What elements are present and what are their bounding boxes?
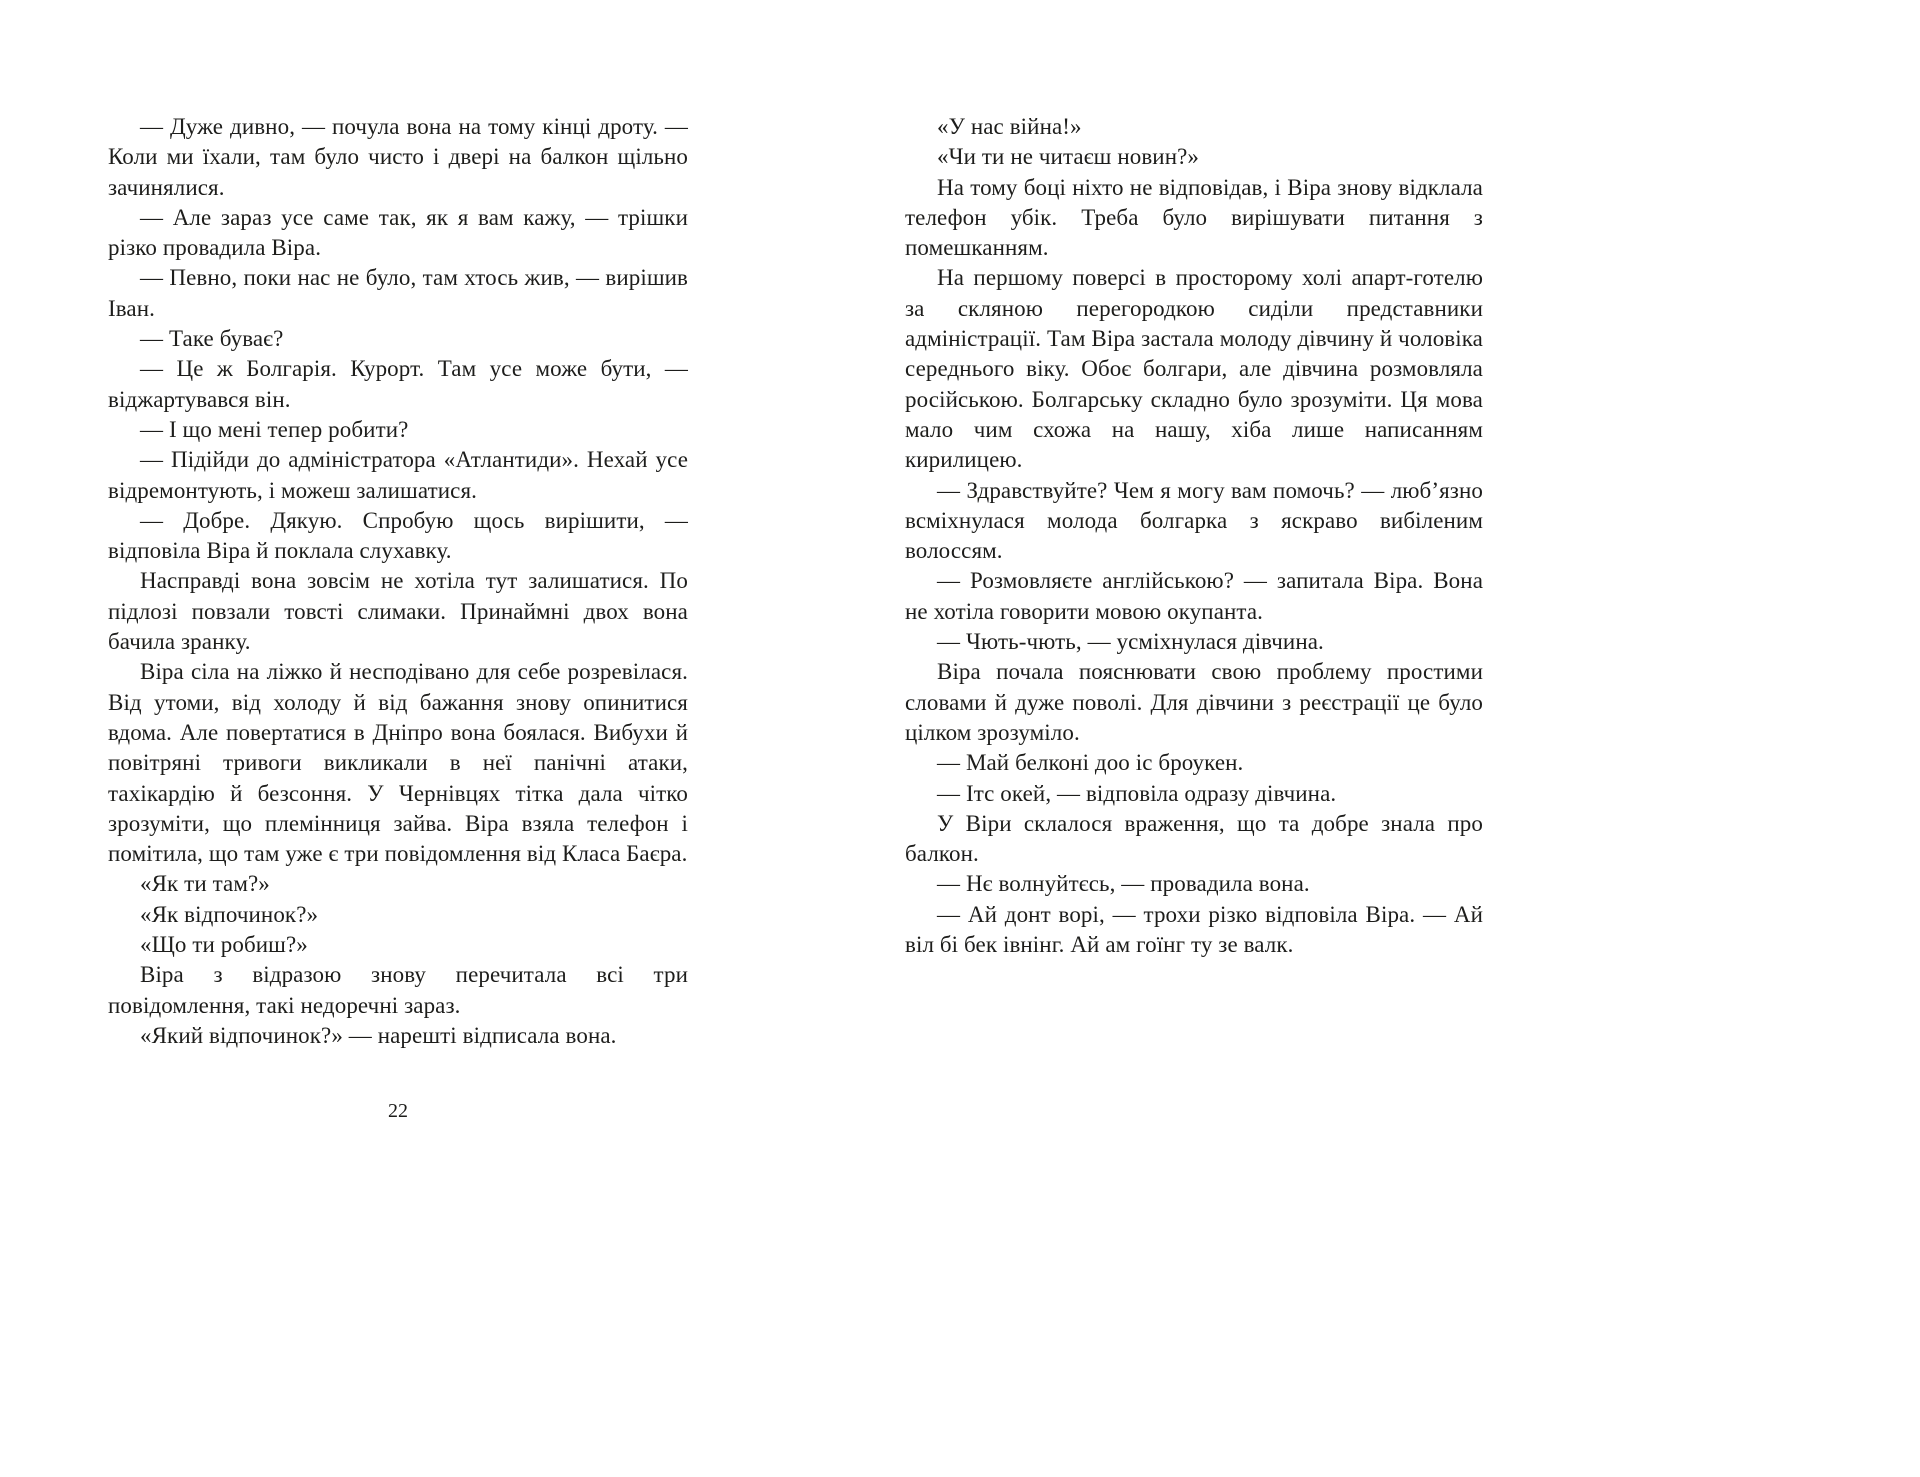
paragraph: У Віри склалося враження, що та добре знала про балкон. — [905, 810, 1483, 867]
paragraph: Віра з відразою знову перечитала всі три повідомлення, такі недоречні зараз. — [108, 962, 688, 1018]
paragraph: — Але зараз усе саме так, як я вам кажу, — трішки різко провадила Віра. — [108, 204, 688, 261]
paragraph: — Дуже дивно, — почула вона на тому кінці дроту. — Коли ми їхали, там було чисто і двері на балкон щільно зачинялися. — [108, 114, 688, 200]
paragraph: «У нас війна!» — [937, 114, 1082, 139]
page-left-text — [108, 112, 688, 1051]
paragraph: Віра почала пояснювати свою проблему простими словами й дуже поволі. Для дівчини з реєстрації це було цілком зрозуміло. — [905, 659, 1483, 745]
paragraph: — Підійди до адміністратора «Атлантиди». Нехай усе відремонтують, і можеш залишатися. — [108, 447, 688, 503]
paragraph: — Чють-чють, — усміхнулася дівчина. — [937, 629, 1324, 655]
paragraph: На тому боці ніхто не відповідав, і Віра знову відклала телефон убік. Треба було вирішувати питання з помешканням. — [905, 174, 1483, 261]
paragraph: На першому поверсі в просторому холі апарт-готелю за скляною перегородкою сиділи представники адміністрації. Там Віра застала молоду дівчину й чоловіка середнього віку. Обоє болгари, але дівчина розмовляла російською. Болгарську складно було зрозуміти. Ця мова мало чим схожа на нашу, хіба лише написанням кирилицею. — [905, 265, 1483, 473]
paragraph: «Що ти робиш?» — [140, 932, 308, 958]
paragraph: — Здравствуйте? Чем я могу вам помочь? — люб’язно всміхнулася молода болгарка з яскраво вибіленим волоссям. — [905, 477, 1483, 564]
paragraph: Віра сіла на ліжко й несподівано для себе розревілася. Від утоми, від холоду й від бажання знову опинитися вдома. Але повертатися в Дніпро вона боялася. Вибухи й повітряні тривоги викликали в неї панічні атаки, тахікардію й безсоння. У Чернівцях тітка дала чітко зрозуміти, що племінниця зайва. Віра взяла телефон і помітила, що там уже є три повідомлення від Класа Баєра. — [108, 659, 688, 867]
paragraph: — Певно, поки нас не було, там хтось жив, — вирішив Іван. — [108, 265, 688, 321]
paragraph: — І що мені тепер робити? — [140, 416, 409, 442]
paragraph: — Ітс окей, — відповіла одразу дівчина. — [937, 780, 1337, 806]
paragraph: — Таке буває? — [140, 326, 284, 352]
paragraph: «Чи ти не читаєш новин?» — [937, 144, 1200, 170]
page-left — [108, 112, 688, 1051]
paragraph: — Ай донт ворі, — трохи різко відповіла Віра. — Ай віл бі бек івнінг. Ай ам гоїнг ту зе валк. — [905, 901, 1483, 958]
paragraph: — Добре. Дякую. Спробую щось вирішити, — відповіла Віра й поклала слухавку. — [108, 507, 688, 564]
page-number: 22 — [388, 1100, 408, 1122]
paragraph: «Як ти там?» — [140, 871, 270, 897]
paragraph: «Який відпочинок?» — нарешті відписала вона. — [140, 1022, 617, 1048]
paragraph: Насправді вона зовсім не хотіла тут залишатися. По підлозі повзали товсті слимаки. Принаймні двох вона бачила зранку. — [108, 568, 688, 655]
page-right — [905, 112, 1483, 960]
paragraph: «Як відпочинок?» — [140, 901, 319, 927]
paragraph: — Це ж Болгарія. Курорт. Там усе може бути, — віджартувався він. — [108, 356, 688, 412]
paragraph: — Розмовляєте англійською? — запитала Віра. Вона не хотіла говорити мовою окупанта. — [905, 568, 1483, 624]
paragraph: — Нє волнуйтєсь, — провадила вона. — [937, 871, 1310, 897]
paragraph: — Май белконі доо іс броукен. — [937, 750, 1244, 776]
page-right-text — [905, 112, 1483, 960]
